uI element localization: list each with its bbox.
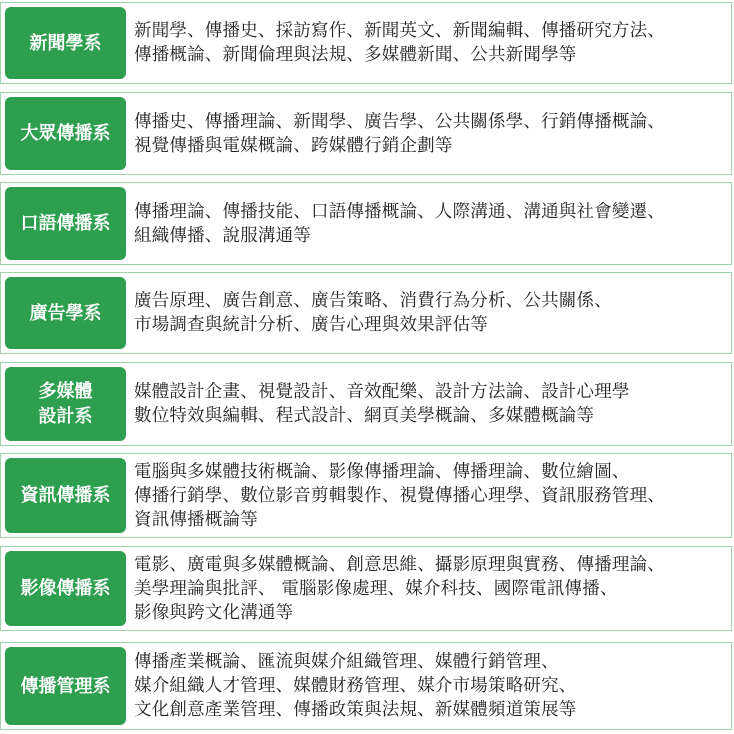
department-name-badge: 資訊傳播系 — [5, 458, 126, 533]
department-name-badge: 口語傳播系 — [5, 187, 126, 260]
department-courses: 傳播理論、傳播技能、口語傳播概論、人際溝通、溝通與社會變遷、 組織傳播、說服溝通等 — [134, 201, 665, 246]
department-courses: 電腦與多媒體技術概論、影像傳播理論、傳播理論、數位繪圖、 傳播行銷學、數位影音剪輯製作、視覺傳播心理學、資訊服務管理、 資訊傳播概論等 — [134, 461, 665, 530]
department-name-badge: 影像傳播系 — [5, 551, 126, 626]
department-name-badge: 新聞學系 — [5, 7, 126, 79]
department-row-speech-communication — [0, 182, 732, 265]
department-courses: 傳播史、傳播理論、新聞學、廣告學、公共關係學、行銷傳播概論、 視覺傳播與電媒概論、跨媒體行銷企劃等 — [134, 111, 665, 156]
department-row-information-communication — [0, 453, 732, 538]
department-courses: 廣告原理、廣告創意、廣告策略、消費行為分析、公共關係、 市場調查與統計分析、廣告心理與效果評估等 — [134, 291, 612, 335]
department-name-badge: 廣告學系 — [5, 277, 126, 349]
department-name-badge: 多媒體 設計系 — [5, 367, 126, 441]
department-row-advertising — [0, 272, 732, 354]
department-row-image-communication — [0, 546, 732, 631]
department-courses: 媒體設計企畫、視覺設計、音效配樂、設計方法論、設計心理學 數位特效與編輯、程式設計、網頁美學概論、多媒體概論等 — [134, 382, 630, 426]
department-row-multimedia-design — [0, 362, 732, 446]
department-courses: 新聞學、傳播史、採訪寫作、新聞英文、新聞編輯、傳播研究方法、 傳播概論、新聞倫理與法規、多媒體新聞、公共新聞學等 — [134, 21, 665, 65]
department-courses: 傳播產業概論、匯流與媒介組織管理、媒體行銷管理、 媒介組織人才管理、媒體財務管理、媒介市場策略研究、 文化創意產業管理、傳播政策與法規、新媒體頻道策展等 — [134, 652, 577, 720]
department-courses: 電影、廣電與多媒體概論、創意思維、攝影原理與實務、傳播理論、 美學理論與批評、 電腦影像處理、媒介科技、國際電訊傳播、 影像與跨文化溝通等 — [134, 554, 665, 623]
department-row-mass-communication — [0, 92, 732, 175]
department-name-badge: 傳播管理系 — [5, 647, 126, 725]
department-row-communication-management — [0, 642, 732, 730]
department-name-badge: 大眾傳播系 — [5, 97, 126, 170]
department-row-journalism — [0, 2, 732, 84]
